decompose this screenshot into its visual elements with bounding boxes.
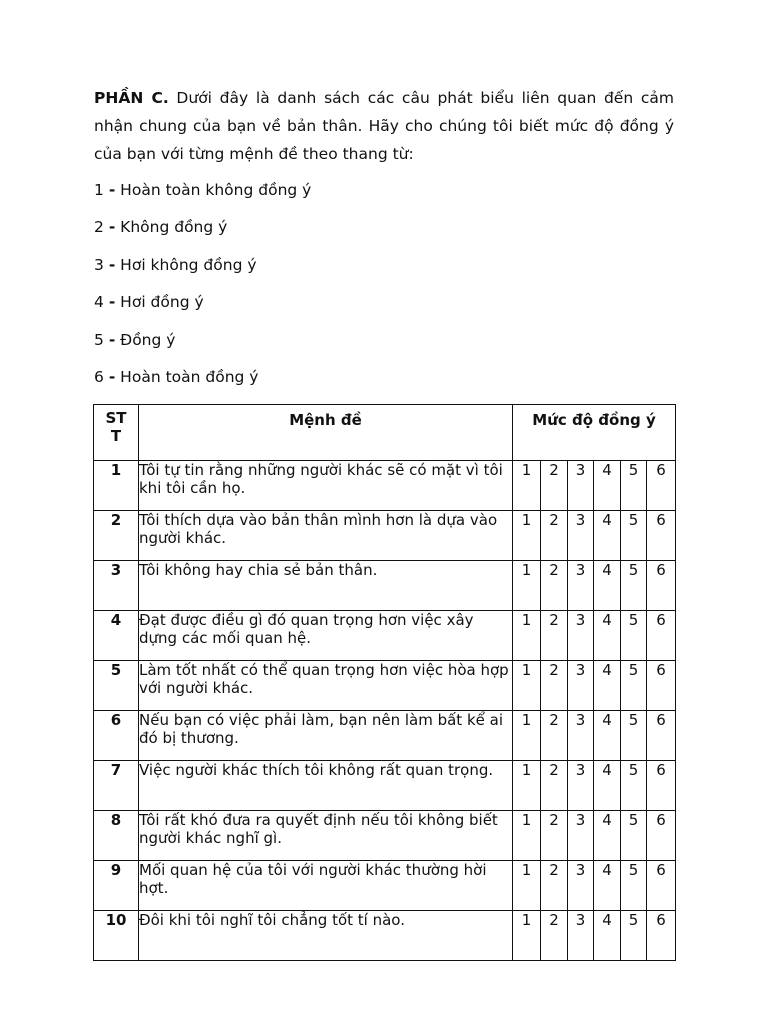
rating-option[interactable]: 4	[594, 861, 621, 911]
scale-number: 6	[94, 367, 104, 386]
rating-option[interactable]: 4	[594, 911, 621, 961]
table-header-row	[94, 405, 676, 461]
scale-label: Hoàn toàn đồng ý	[115, 367, 259, 386]
row-number: 2	[94, 511, 139, 561]
header-statement: Mệnh đề	[139, 405, 513, 461]
row-statement: Tôi không hay chia sẻ bản thân.	[139, 561, 513, 611]
scale-list	[94, 172, 674, 396]
rating-option[interactable]: 4	[594, 661, 621, 711]
row-number: 3	[94, 561, 139, 611]
intro-paragraph	[94, 84, 674, 168]
rating-option[interactable]: 1	[513, 511, 541, 561]
rating-option[interactable]: 4	[594, 561, 621, 611]
row-number: 5	[94, 661, 139, 711]
rating-option[interactable]: 4	[594, 761, 621, 811]
row-number: 8	[94, 811, 139, 861]
row-statement: Mối quan hệ của tôi với người khác thường hời hợt.	[139, 861, 513, 911]
rating-option[interactable]: 4	[594, 461, 621, 511]
table-row	[94, 761, 676, 811]
rating-option[interactable]: 1	[513, 461, 541, 511]
row-statement: Đôi khi tôi nghĩ tôi chẳng tốt tí nào.	[139, 911, 513, 961]
table-row	[94, 511, 676, 561]
rating-option[interactable]: 4	[594, 711, 621, 761]
row-number: 1	[94, 461, 139, 511]
row-statement: Đạt được điều gì đó quan trọng hơn việc xây dựng các mối quan hệ.	[139, 611, 513, 661]
header-stt: ST T	[94, 405, 139, 461]
table-row	[94, 461, 676, 511]
header-agreement: Mức độ đồng ý	[513, 405, 676, 461]
rating-option[interactable]: 3	[568, 511, 594, 561]
scale-number: 2	[94, 218, 104, 237]
table-row	[94, 911, 676, 961]
scale-label: Hơi đồng ý	[115, 293, 204, 312]
rating-option[interactable]: 1	[513, 661, 541, 711]
rating-option[interactable]: 2	[541, 911, 568, 961]
row-number: 7	[94, 761, 139, 811]
rating-option[interactable]: 5	[621, 761, 647, 811]
rating-option[interactable]: 5	[621, 611, 647, 661]
rating-option[interactable]: 6	[647, 711, 676, 761]
table-row	[94, 611, 676, 661]
survey-table	[93, 404, 676, 961]
rating-option[interactable]: 6	[647, 611, 676, 661]
rating-option[interactable]: 2	[541, 761, 568, 811]
rating-option[interactable]: 6	[647, 911, 676, 961]
row-statement: Tôi thích dựa vào bản thân mình hơn là dựa vào người khác.	[139, 511, 513, 561]
rating-option[interactable]: 4	[594, 511, 621, 561]
rating-option[interactable]: 1	[513, 711, 541, 761]
section-heading: PHẦN C.	[94, 89, 169, 107]
row-statement: Tôi rất khó đưa ra quyết định nếu tôi không biết người khác nghĩ gì.	[139, 811, 513, 861]
rating-option[interactable]: 5	[621, 711, 647, 761]
rating-option[interactable]: 5	[621, 661, 647, 711]
table-row	[94, 811, 676, 861]
scale-label: Không đồng ý	[115, 218, 228, 237]
rating-option[interactable]: 5	[621, 911, 647, 961]
scale-item: 2 - Không đồng ý	[94, 218, 228, 237]
rating-option[interactable]: 1	[513, 911, 541, 961]
row-number: 4	[94, 611, 139, 661]
rating-option[interactable]: 6	[647, 511, 676, 561]
document-page	[94, 84, 674, 396]
scale-item: 4 - Hơi đồng ý	[94, 293, 204, 312]
rating-option[interactable]: 5	[621, 561, 647, 611]
rating-option[interactable]: 3	[568, 461, 594, 511]
rating-option[interactable]: 6	[647, 661, 676, 711]
rating-option[interactable]: 2	[541, 861, 568, 911]
row-statement: Việc người khác thích tôi không rất quan trọng.	[139, 761, 513, 811]
rating-option[interactable]: 3	[568, 811, 594, 861]
rating-option[interactable]: 2	[541, 461, 568, 511]
survey-body	[94, 461, 676, 961]
rating-option[interactable]: 1	[513, 811, 541, 861]
scale-label: Hoàn toàn không đồng ý	[115, 181, 312, 199]
rating-option[interactable]: 1	[513, 861, 541, 911]
rating-option[interactable]: 2	[541, 611, 568, 661]
scale-item: 5 - Đồng ý	[94, 330, 176, 349]
scale-number: 1	[94, 181, 104, 199]
rating-option[interactable]: 3	[568, 861, 594, 911]
rating-option[interactable]: 3	[568, 611, 594, 661]
rating-option[interactable]: 4	[594, 611, 621, 661]
row-number: 6	[94, 711, 139, 761]
rating-option[interactable]: 5	[621, 511, 647, 561]
rating-option[interactable]: 3	[568, 911, 594, 961]
intro-text: Dưới đây là danh sách các câu phát biểu liên quan đến cảm nhận chung của bạn về bản thân. Hãy cho chúng tôi biết mức độ đồng ý của bạn với từng mệnh đề theo thang từ:	[94, 89, 674, 163]
rating-option[interactable]: 6	[647, 861, 676, 911]
rating-option[interactable]: 2	[541, 711, 568, 761]
rating-option[interactable]: 1	[513, 761, 541, 811]
rating-option[interactable]: 5	[621, 461, 647, 511]
rating-option[interactable]: 1	[513, 611, 541, 661]
rating-option[interactable]: 4	[594, 811, 621, 861]
scale-number: 3	[94, 255, 104, 274]
rating-option[interactable]: 6	[647, 811, 676, 861]
table-row	[94, 661, 676, 711]
scale-item: 6 - Hoàn toàn đồng ý	[94, 367, 259, 386]
scale-item: 3 - Hơi không đồng ý	[94, 255, 257, 274]
scale-label: Hơi không đồng ý	[115, 255, 257, 274]
row-statement: Tôi tự tin rằng những người khác sẽ có mặt vì tôi khi tôi cần họ.	[139, 461, 513, 511]
rating-option[interactable]: 3	[568, 761, 594, 811]
rating-option[interactable]: 2	[541, 661, 568, 711]
scale-number: 4	[94, 293, 104, 312]
rating-option[interactable]: 6	[647, 561, 676, 611]
row-statement: Làm tốt nhất có thể quan trọng hơn việc hòa hợp với người khác.	[139, 661, 513, 711]
table-row	[94, 561, 676, 611]
rating-option[interactable]: 6	[647, 761, 676, 811]
rating-option[interactable]: 6	[647, 461, 676, 511]
scale-item: 1 - Hoàn toàn không đồng ý	[94, 181, 312, 199]
row-number: 10	[94, 911, 139, 961]
scale-label: Đồng ý	[115, 330, 176, 349]
scale-number: 5	[94, 330, 104, 349]
row-number: 9	[94, 861, 139, 911]
rating-option[interactable]: 2	[541, 811, 568, 861]
rating-option[interactable]: 5	[621, 811, 647, 861]
rating-option[interactable]: 2	[541, 561, 568, 611]
row-statement: Nếu bạn có việc phải làm, bạn nên làm bất kể ai đó bị thương.	[139, 711, 513, 761]
rating-option[interactable]: 3	[568, 711, 594, 761]
rating-option[interactable]: 5	[621, 861, 647, 911]
rating-option[interactable]: 3	[568, 561, 594, 611]
rating-option[interactable]: 3	[568, 661, 594, 711]
rating-option[interactable]: 1	[513, 561, 541, 611]
table-row	[94, 711, 676, 761]
rating-option[interactable]: 2	[541, 511, 568, 561]
table-row	[94, 861, 676, 911]
